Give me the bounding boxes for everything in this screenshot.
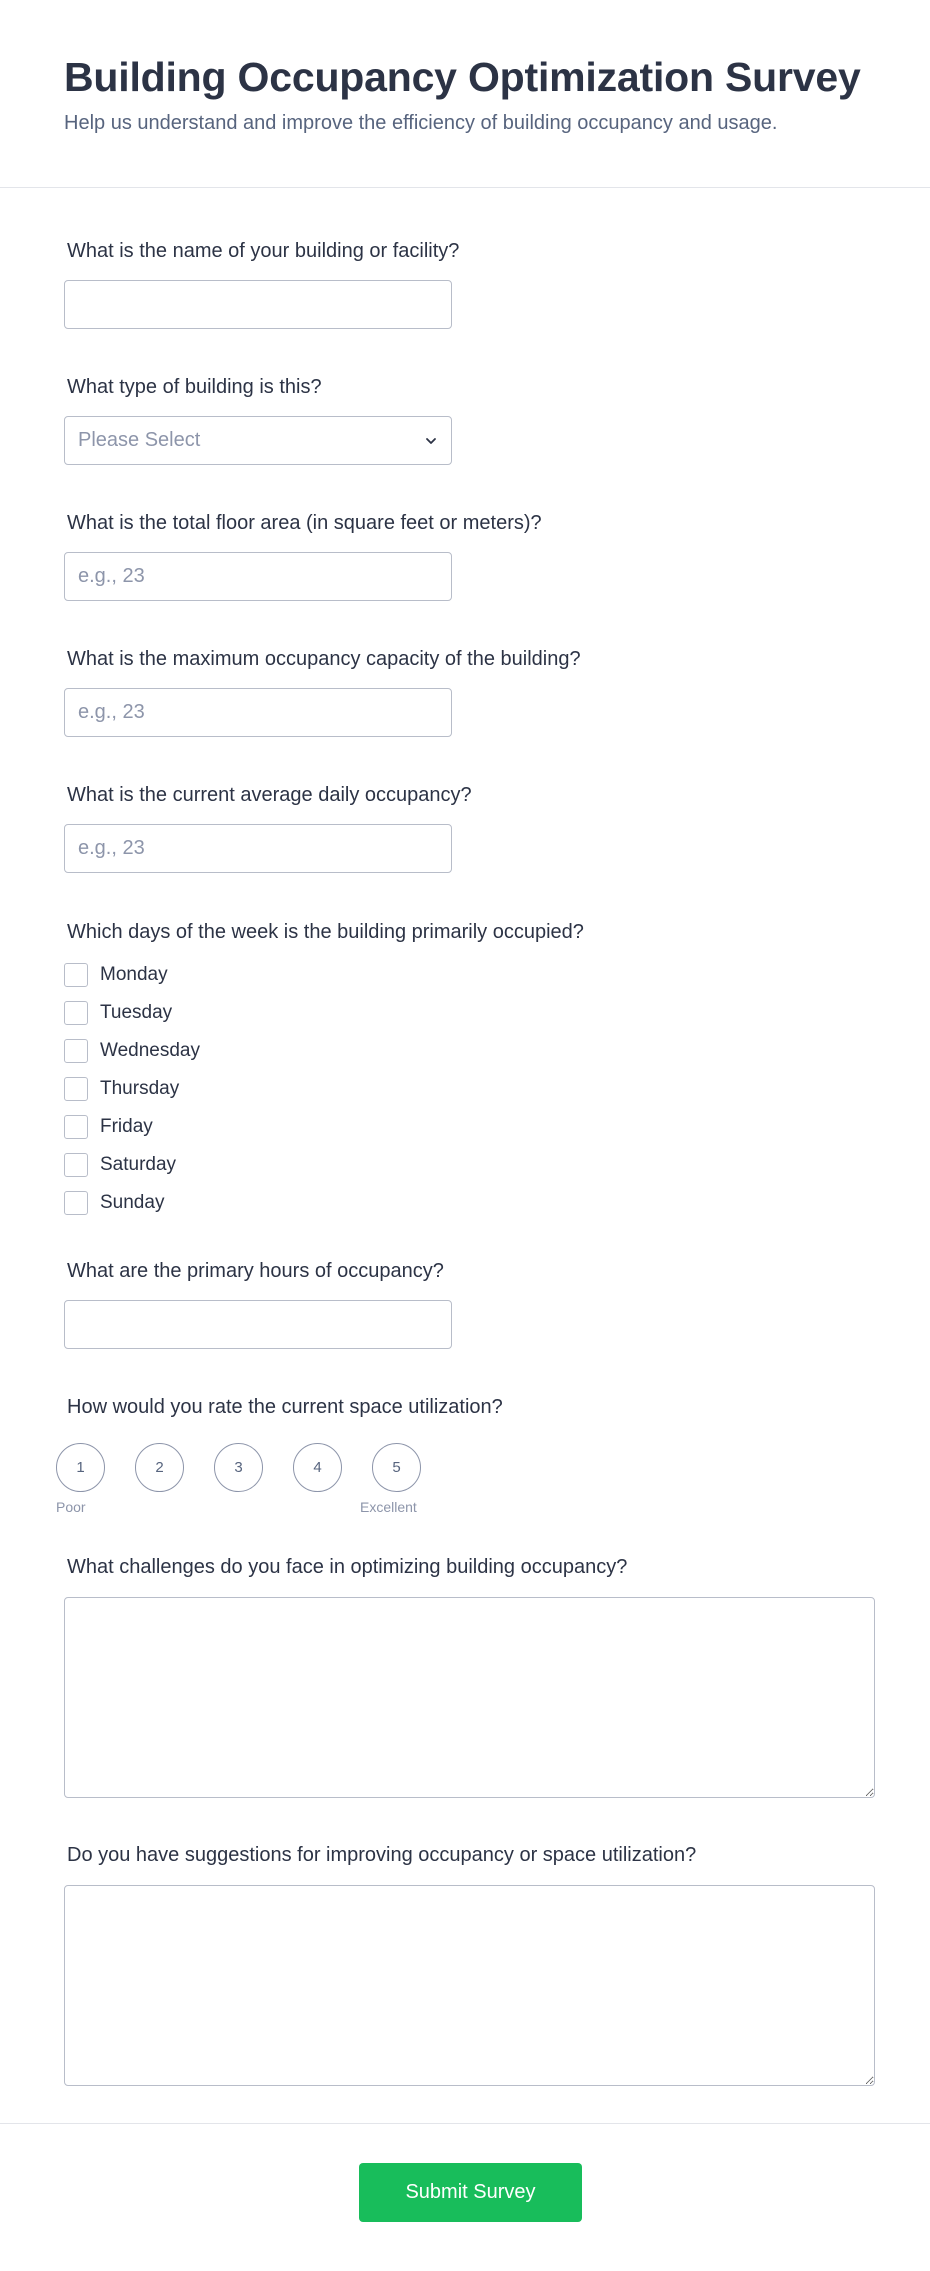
checkbox[interactable] — [64, 963, 88, 987]
day-option-label: Wednesday — [100, 1040, 200, 1061]
rating-option-3[interactable]: 3 — [214, 1443, 263, 1492]
day-option-saturday[interactable] — [64, 1152, 176, 1178]
form-header — [0, 0, 930, 188]
building-name-input[interactable] — [64, 280, 452, 329]
building-name-label: What is the name of your building or facility? — [67, 240, 460, 262]
checkbox[interactable] — [64, 1115, 88, 1139]
checkbox[interactable] — [64, 1039, 88, 1063]
floor-area-input[interactable] — [64, 552, 452, 601]
day-option-friday[interactable] — [64, 1114, 153, 1140]
rating-option-4[interactable]: 4 — [293, 1443, 342, 1492]
chevron-down-icon — [424, 434, 438, 448]
day-option-label: Monday — [100, 964, 168, 985]
page-subtitle: Help us understand and improve the efficiency of building occupancy and usage. — [64, 112, 778, 134]
floor-area-label: What is the total floor area (in square feet or meters)? — [67, 512, 542, 534]
hours-input[interactable] — [64, 1300, 452, 1349]
challenges-textarea[interactable] — [64, 1597, 875, 1798]
day-option-tuesday[interactable] — [64, 1000, 172, 1026]
page-title: Building Occupancy Optimization Survey — [64, 54, 861, 100]
building-type-label: What type of building is this? — [67, 376, 322, 398]
avg-occupancy-input[interactable] — [64, 824, 452, 873]
day-option-monday[interactable] — [64, 962, 168, 988]
hours-label: What are the primary hours of occupancy? — [67, 1260, 444, 1282]
rating-option-1[interactable]: 1 — [56, 1443, 105, 1492]
submit-survey-button[interactable]: Submit Survey — [359, 2163, 582, 2222]
rating-option-5[interactable]: 5 — [372, 1443, 421, 1492]
rating-low-label: Poor — [56, 1499, 86, 1515]
rating-option-2[interactable]: 2 — [135, 1443, 184, 1492]
rating-high-label: Excellent — [360, 1499, 417, 1515]
avg-occupancy-label: What is the current average daily occupancy? — [67, 784, 472, 806]
day-option-label: Friday — [100, 1116, 153, 1137]
checkbox[interactable] — [64, 1153, 88, 1177]
form-footer — [0, 2123, 930, 2271]
day-option-wednesday[interactable] — [64, 1038, 200, 1064]
day-option-label: Saturday — [100, 1154, 177, 1175]
checkbox[interactable] — [64, 1001, 88, 1025]
building-type-select[interactable] — [64, 416, 452, 465]
max-capacity-label: What is the maximum occupancy capacity of the building? — [67, 648, 581, 670]
days-label: Which days of the week is the building primarily occupied? — [67, 921, 584, 943]
max-capacity-input[interactable] — [64, 688, 452, 737]
day-option-thursday[interactable] — [64, 1076, 179, 1102]
day-option-sunday[interactable] — [64, 1190, 164, 1216]
day-option-label: Sunday — [100, 1192, 165, 1213]
checkbox[interactable] — [64, 1191, 88, 1215]
day-option-label: Tuesday — [100, 1002, 173, 1023]
building-type-selected: Please Select — [78, 429, 201, 451]
suggestions-label: Do you have suggestions for improving occupancy or space utilization? — [67, 1844, 697, 1866]
day-option-label: Thursday — [100, 1078, 180, 1099]
checkbox[interactable] — [64, 1077, 88, 1101]
rating-label: How would you rate the current space utilization? — [67, 1396, 503, 1418]
challenges-label: What challenges do you face in optimizing building occupancy? — [67, 1556, 628, 1578]
suggestions-textarea[interactable] — [64, 1885, 875, 2086]
